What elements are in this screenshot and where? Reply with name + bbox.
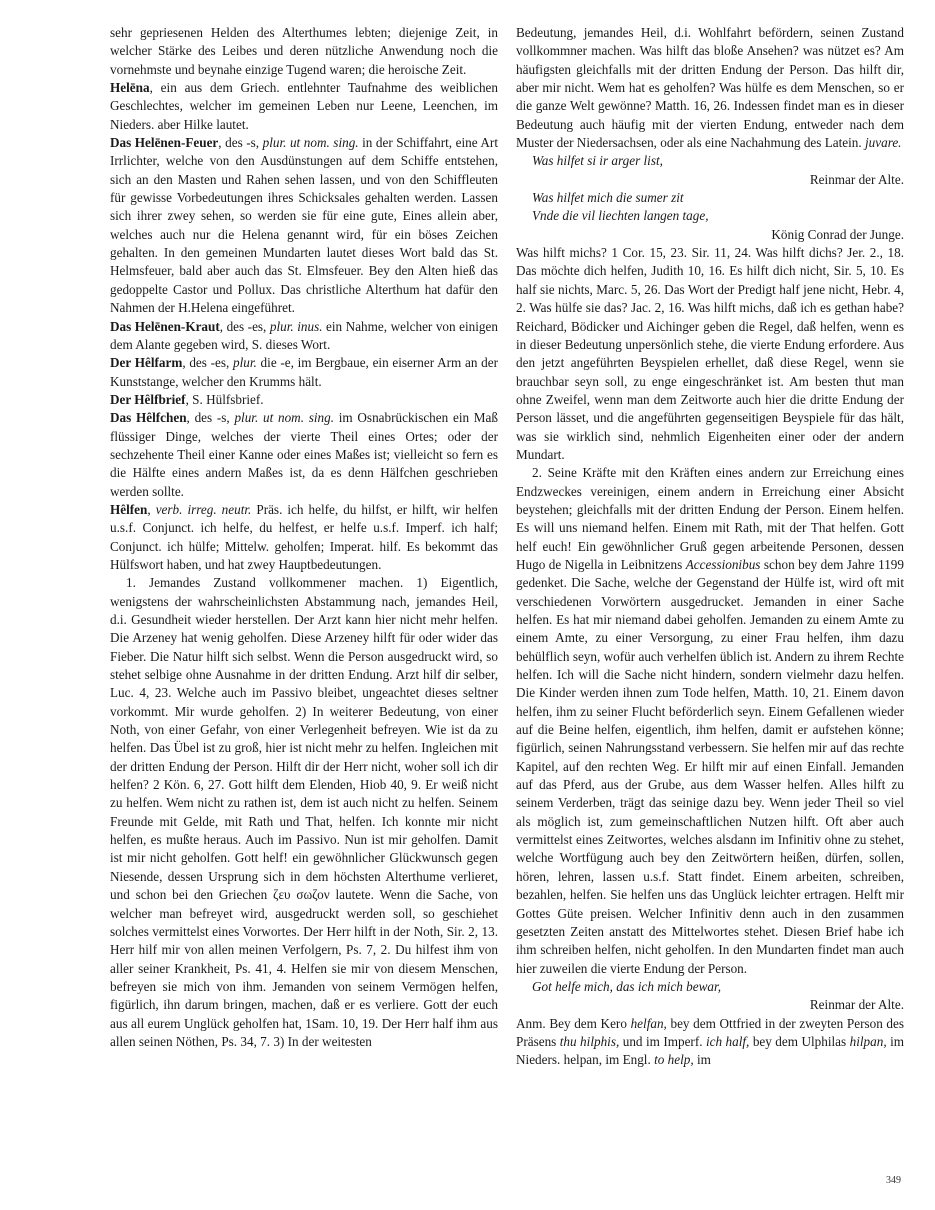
entry-helfarm [110,354,498,391]
grammar-note: plur. [233,355,257,371]
entry-text: in der Schiffahrt, eine Art Irrlichter, welche von den Ausdünstungen auf dem Schiffe entstehen, sich an den Masten und Rahen sehen lassen, und von den Schiffleuten für gewisse Vorbedeutungen ihres Schicksales gehalten werden. Lassen sich ihrer zwey sehen, so werden sie für eine gute, Eines allein aber, welches auch nur die Helena genannt wird, für ein böses Zeichen gehalten. In den gemeinen Mundarten lautet dieses Wort bald das St. Helmsfeuer, bald aber auch das St. Elmsfeuer. Bey den Alten hieß das gedoppelte Castor und Pollux. Das christliche Alterthum hat dafür den Nahmen der H.Helena eingeführet. [110,135,498,316]
entry-text: , [147,501,156,517]
old-form: helfan, [630,1015,667,1031]
entry-text: , ein aus dem Griech. entlehnter Taufnahme des weiblichen Geschlechtes, welcher im gemeinen Leben nur Leene, Leenchen, im Nieders. aber Hilke lautet. [110,80,498,132]
verse-attribution: König Conrad der Junge. [771,226,904,242]
right-column [516,24,904,1070]
entry-helfchen [110,409,498,501]
entry-text: Präs. ich helfe, du hilfst, er hilft, wir helfen u.s.f. Conjunct. ich helfe, du helfest, er helfe u.s.f. Imperf. ich half; Conjunct. ich hülfe; Mittelw. geholfen; Imperat. hilf. Es bekommt das Hülfswort haben, und hat zwey Hauptbedeutungen. [110,501,498,572]
verse-attribution: Reinmar der Alte. [809,997,904,1013]
entry-headword: Das Helēnen-Kraut [110,318,220,334]
sense-1-paragraph [110,574,498,1051]
annotation-text: im [693,1052,711,1068]
entry-text: , des -s, [218,135,263,151]
entry-helfen [110,501,498,574]
grammar-note: verb. irreg. neutr. [155,501,252,517]
annotation-text: bey dem Ulphilas [749,1033,850,1049]
greek-phrase: ζευ σωζον [273,887,330,903]
entry-headword: Der Hêlfarm [110,355,183,371]
sense-text: schon bey dem Jahre 1199 gedenket. Die Sache, welche der Gegenstand der Hülfe ist, wird oft mit verschiedenen Vorwörtern ausgedrucket. Jemanden in einer Sache helfen. Es hat mir niemand dabei geholfen. Jemanden zu einem Amte zu einem Amte, zu einer Versorgung, zu einer Frau helfen, ihm dazu behülflich seyn, wofür auch verhelfen üblich ist. Andern zu ihrem Rechte helfen. Ich will die Sache nicht hindern, sondern vielmehr dazu helfen. Die Kinder werden ihnen zum Tode helfen, Matth. 10, 21. Einem davon helfen, ihm zu seiner Flucht beförderlich seyn. Einem Gefallenen wieder auf die Beine helfen, eigentlich, ihm helfen, damit er aufstehen könne; figürlich, seinen Nahrungsstand verbessern. Sie helfen mir auf das rechte Kapitel, auf den rechten Weg. Er hilft mir auf einen Einfall. Jemanden auf das Pferd, aus der Grube, aus dem Wasser helfen. Alles hilft zu seinem Verderben, trägt das seinige dazu bey. Wenn jeder Theil so viel als möglich ist, zum gemeinschaftlichen Nutzen hilft. Oft aber auch vermittelst eines Zeitwortes, welches alsdann im Infinitiv ohne zu stehet, welche Wortfügung auch bey den Zeitwörtern heißen, dürfen, sollen, hören, lehren, lassen u.s.f. Statt findet. Einem arbeiten, schreiben, bezahlen, helfen. Sie helfen uns das Unglück leichter ertragen. Helft mir Gottes Güte preisen. Welcher Infinitiv denn auch in den zusammen gesetzten Zeiten anstatt des Mittelwortes stehet. Diesen Brief habe ich ihm schreiben helfen, nicht geholfen. In den Mundarten findet man auch hier zuweilen die vierte Endung der Person. [516,556,904,976]
verse-quote: Was hilfet si ir arger list, [532,153,663,169]
annotation-text: im Nieders. helpan, im Engl. [516,1033,905,1068]
entry-text: , des -es, [182,355,234,371]
entry-text: die -e, im Bergbaue, ein eiserner Arm an der Kunststange, welcher den Krumms hält. [110,355,498,389]
sense-text: 2. Seine Kräfte mit den Kräften eines andern zur Erreichung eines Endzweckes vereinigen, einem andern in Erreichung einer Absicht beystehen; gleichfalls mit der dritten Endung der Person. Einem helfen. Es will uns niemand helfen. Einem mit Rath, mit der That helfen. Gott helf euch! Ein gewöhnlicher Gruß gegen arbeitende Personen, dessen Hugo de Nigella in Leibnitzens [516,465,904,572]
verse-quote: Got helfe mich, das ich mich bewar, [532,978,721,994]
entry-text: ein Nahme, welcher von einigen dem Alante gegeben wird, S. dieses Wort. [110,318,498,352]
sense-text: Bedeutung, jemandes Heil, d.i. Wohlfahrt befördern, seinen Zustand vollkommner machen. Was hilft das bloße Ansehen? was nützet es? Am häufigsten gleichfalls mit der dritten Endung der Person. Das hilft dir, aber mir nicht. Wem hat es geholfen? Was hülfe es dem Menschen, so er die ganze Welt gewönne? Matth. 16, 26. Indessen findet man es in dieser Bedeutung auch häufig mit der vierten Endung, entweder nach dem Muster der Niedersachsen, oder als eine Nachahmung des Latein. [516,25,904,151]
verse-quote: Vnde die vil liechten langen tage, [532,208,709,224]
old-form: ich half, [705,1033,750,1049]
annotation-text: und im Imperf. [619,1033,706,1049]
paragraph-heroische-zeit: sehr gepriesenen Helden des Alterthumes lebten; diejenige Zeit, in welcher Stärke des Leibes und deren nützliche Anwendung noch die vornehmste und beynahe einzige Tugend waren; die heroische Zeit. [110,25,498,77]
sense-text: 1. Jemandes Zustand vollkommener machen. 1) Eigentlich, wenigstens der wahrscheinlichsten Abstammung nach, jemandes Heil, d.i. Gesundheit wieder herstellen. Der Arzt kann hier nicht mehr helfen. Die Arzeney hat wenig geholfen. Diese Arzeney hilft für oder wider das Fieber. Die Natur hilft sich selbst. Wenn die Person ausgedruckt wird, so stehet selbige ohne Ausnahme in der dritten Endung. Arzt hilf dir selber, Luc. 4, 23. Welche auch im Passivo bleibet, ungeachtet dieses seltner vorkommt. Mir wurde geholfen. 2) In weiterer Bedeutung, von einer Noth, von einer Gefahr, von einer Verlegenheit befreyen. Wie ist da zu helfen. Das Übel ist zu groß, hier ist nicht mehr zu helfen. Ingleichen mit der dritten Endung der Person. Hilft dir der Herr nicht, woher soll ich dir helfen? 2 Kön. 6, 27. Gott hilft dem Elenden, Hiob 40, 9. Er weiß nicht zu helfen. Wem nicht zu rathen ist, dem ist auch nicht zu helfen. Seinem Freunde mit Gelde, mit Rath und That, helfen. Ich konnte mir nicht helfen, es mußte heraus. Auch im Passivo. Nun ist mir geholfen. Damit ist mir nicht geholfen. Gott helf! ein gewöhnlicher Glückwunsch gegen Niesende, dessen Ursprung sich in dem höchsten Alterthume verlieret, und schon bei den Griechen [110,575,498,903]
entry-text: im Osnabrückischen ein Maß flüssiger Dinge, welches der vierte Theil eines Ortes; oder der sechzehente Theil einer Kanne oder eines Maßes ist; vielleicht so fern es die Hälfte eines andern Maßes ist, da es denn Hälfchen geschrieben werden sollte. [110,410,498,499]
entry-headword: Hêlfen [110,501,148,517]
latin-word: Accessionibus [685,556,761,572]
verse-attribution: Reinmar der Alte. [809,171,904,187]
entry-headword: Der Hêlfbrief [110,391,186,407]
entry-text: , des -es, [219,318,270,334]
grammar-note: plur. ut nom. sing. [262,135,359,151]
grammar-note: plur. inus. [269,318,323,334]
verse-quote: Was hilfet mich die sumer zit [532,190,684,206]
sense-text: lautete. Wenn die Sache, von welcher man befreyet wird, ausgedruckt werden soll, so geschiehet solches vermittelst eines Vorwortes. Der Herr hilft in der Noth, Sir. 2, 13. Herr hilf mir von allen meinen Verfolgern, Ps. 7, 2. Du hilfest ihm von aller seiner Krankheit, Ps. 41, 4. Helfen sie mir von diesem Menschen, befreyen sie mich von ihm. Jemanden von seinem Vermögen helfen, figürlich, ihn darum bringen, machen, daß er es verliere. Gott der euch aus all eurem Unglück geholfen hat, 1Sam. 10, 19. Der Herr half ihm aus allen seinen Nöthen, Ps. 34, 7. 3) In der weitesten [110,887,499,1049]
entry-helfbrief [110,391,498,409]
entry-headword: Helēna [110,80,150,96]
old-form: hilpan, [849,1033,887,1049]
sense-2-paragraph [516,464,904,978]
entry-helena [110,79,498,134]
grammar-note: plur. ut nom. sing. [234,410,335,426]
latin-word: juvare. [864,135,902,151]
entry-headword: Das Hêlfchen [110,410,187,426]
page-number: 349 [886,1175,901,1186]
entry-helenen-feuer [110,134,498,317]
old-form: to help, [654,1052,694,1068]
left-column [110,24,498,1051]
entry-text: , S. Hülfsbrief. [185,391,264,407]
examples-paragraph: Was hilft michs? 1 Cor. 15, 23. Sir. 11, 24. Was hilft dichs? Jer. 2., 18. Das möchte dich helfen, Judith 10, 16. Es hilft dich nicht, Sir. 5, 10. Es half sie nichts, Marc. 5, 26. Das Wort der Predigt half jene nicht, Hebr. 4, 2. Was hülfe sie das? Jac. 2, 16. Was hilft michs, daß ich es gethan habe? Reichard, Bödicker und Aichinger geben die Regel, daß helfen, wenn es in dieser Bedeutung unpersönlich stehe, die vierte Endung erfordere. Aus den jetzt angeführten Beyspielen erhellet, daß diese Regel, wenn sie brauchbar seyn soll, zu enge eingeschränket ist. Am besten thut man ohne Zweifel, wenn man dem Zeitworte auch hier die dritte Endung der Person lässet, und die angeführten gegenseitigen Beyspiele für das hält, was sie wirklich sind, nehmlich Eigenheiten einer oder der andern Mundart. [516,245,904,462]
annotation-paragraph [516,1015,904,1070]
entry-headword: Das Helēnen-Feuer [110,135,219,151]
old-form: thu hilphis, [559,1033,620,1049]
entry-helenen-kraut [110,318,498,355]
annotation-text: bey dem Ottfried in der zweyten Person des Präsens [516,1015,905,1049]
entry-text: , des -s, [186,410,235,426]
sense-1-continuation [516,24,904,152]
annotation-text: Anm. Bey dem Kero [516,1015,631,1031]
